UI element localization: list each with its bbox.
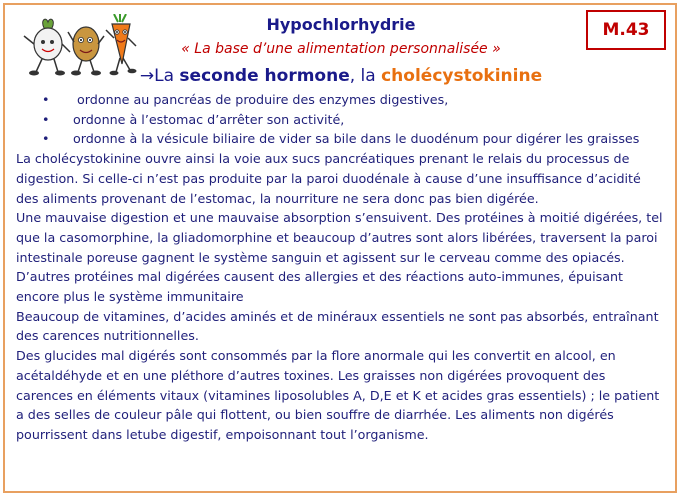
- heading-highlight-cck: cholécystokinine: [381, 66, 543, 86]
- bullet-list: [16, 90, 666, 149]
- list-item-text: ordonne à la vésicule biliaire de vider sa bile dans le duodénum pour digérer les graisses: [73, 131, 640, 147]
- list-item-text: ordonne au pancréas de produire des enzymes digestives,: [73, 92, 449, 107]
- bullet-icon: •: [42, 111, 50, 127]
- list-item: [16, 110, 666, 130]
- paragraph: Une mauvaise digestion et une mauvaise absorption s’ensuivent. Des protéines à moitié digérées, tel que la casomorphine, la gliadomorphine et beaucoup d’autres sont alors libérées, traversent la paroi intestinale poreuse gagnent le système sanguin et agissent sur le cerveau comme des opiacés.: [16, 210, 663, 265]
- paragraph: D’autres protéines mal digérées causent des allergies et des réactions auto-immunes, épuisant encore plus le système immunitaire: [16, 269, 624, 305]
- list-item-text: ordonne à l’estomac d’arrêter son activité,: [73, 111, 345, 127]
- page-title: Hypochlorhydrie: [266, 15, 416, 34]
- body-content: [16, 90, 666, 445]
- slide-number-badge: M.43: [586, 10, 666, 50]
- paragraph: La cholécystokinine ouvre ainsi la voie aux sucs pancréatiques prenant le relais du processus de digestion. Si celle-ci n’est pas produite par la paroi duodénale à cause d’une insuffisance d’acidité des aliments provenant de l’estomac, la nourriture ne sera donc pas bien digérée.: [16, 151, 641, 206]
- section-heading: [0, 66, 682, 86]
- bullet-icon: •: [42, 131, 50, 147]
- heading-text-1: La: [154, 66, 180, 86]
- heading-highlight-hormone: seconde hormone: [179, 66, 350, 86]
- bullet-icon: •: [42, 92, 50, 107]
- list-item: [16, 129, 666, 149]
- heading-text-2: , la: [349, 66, 382, 86]
- arrow-glyph: →: [139, 66, 155, 86]
- list-item: [16, 90, 666, 110]
- page-subtitle: « La base d’une alimentation personnalisée »: [181, 41, 501, 57]
- paragraph: Beaucoup de vitamines, d’acides aminés et de minéraux essentiels ne sont pas absorbés, entraînant des carences nutritionnelles.: [16, 308, 659, 344]
- paragraph: Des glucides mal digérés sont consommés par la flore anormale qui les convertit en alcool, en acétaldéhyde et en une pléthore d’autres toxines. Les graisses non digérées provoquent des carences en éléments vitaux (vitamines liposolubles A, D,E et K et acides gras essentiels) ; le patient a des selles de couleur pâle qui flottent, ou bien souffre de diarrhée. Les aliments non digérés pourrissent dans letube digestif, empoisonnant tout l’organisme.: [16, 348, 660, 442]
